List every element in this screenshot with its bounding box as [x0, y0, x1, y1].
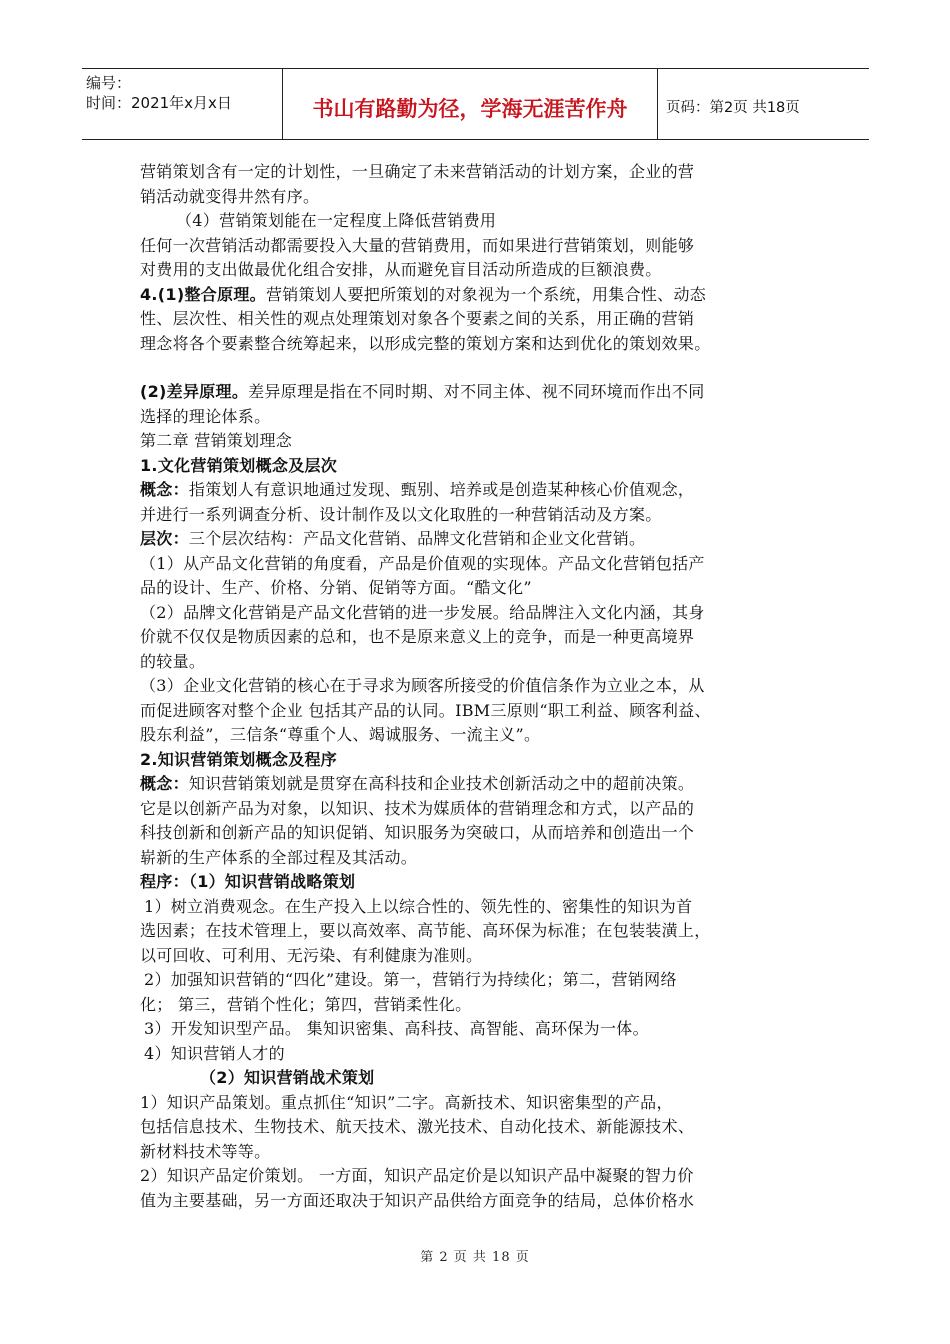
- section-heading: 2.知识营销策划概念及程序: [140, 749, 338, 769]
- body-line: 价就不仅仅是物质因素的总和，也不是原来意义上的竞争，而是一种更高境界: [140, 627, 695, 646]
- body-line: [140, 748, 825, 773]
- header-meta: [82, 69, 283, 139]
- body-line: 2）知识产品定价策划。 一方面，知识产品定价是以知识产品中凝聚的智力价: [140, 1166, 694, 1185]
- chapter-title: 第二章 营销策划理念: [140, 431, 293, 450]
- body-line: [140, 870, 825, 895]
- body-line: 科技创新和创新产品的知识促销、知识服务为突破口，从而培养和创造出一个: [140, 823, 695, 842]
- body-line: 4.(1)整合原理。营销策划人要把所策划的对象视为一个系统，用集合性、动态: [140, 284, 707, 304]
- body-line: 任何一次营销活动都需要投入大量的营销费用，而如果进行营销策划，则能够: [140, 235, 695, 255]
- body-line: [140, 1066, 825, 1091]
- body-line: 股东利益”，三信条“尊重个人、竭诚服务、一流主义”。: [140, 725, 541, 744]
- body-line: （1）从产品文化营销的角度看，产品是价值观的实现体。产品文化营销包括产: [140, 553, 705, 573]
- term-label: 概念：: [140, 480, 189, 499]
- body-line: 选择的理论体系。: [140, 406, 271, 426]
- body-line: 值为主要基础，另一方面还取决于知识产品供给方面竞争的结局，总体价格水: [140, 1190, 695, 1210]
- body-line: 它是以创新产品为对象，以知识、技术为媒质体的营销理念和方式，以产品的: [140, 798, 695, 818]
- document-number-label: 编号：: [86, 74, 132, 92]
- body-line: 并进行一系列调查分析、设计制作及以文化取胜的一种营销活动及方案。: [140, 504, 662, 524]
- section-heading: （2）知识营销战术策划: [200, 1068, 375, 1087]
- body-line: 营销策划含有一定的计划性，一旦确定了未来营销活动的计划方案，企业的营: [140, 162, 695, 181]
- body-line: 1）树立消费观念。在生产投入上以综合性的、领先性的、密集性的知识为首: [144, 896, 693, 916]
- document-body: [140, 160, 825, 1213]
- term-label: 概念：: [140, 774, 189, 793]
- body-line: 品的设计、生产、价格、分销、促销等方面。“酷文化”: [140, 578, 532, 597]
- body-line: 包括信息技术、生物技术、航天技术、激光技术、自动化技术、新能源技术、: [140, 1117, 695, 1136]
- body-line: 新材料技术等等。: [140, 1141, 271, 1161]
- body-line: （4）营销策划能在一定程度上降低营销费用: [176, 211, 497, 230]
- body-line: （2）品牌文化营销是产品文化营销的进一步发展。给品牌注入文化内涵，其身: [140, 602, 705, 622]
- body-line: 2）加强知识营销的“四化”建设。第一，营销行为持续化；第二，营销网络: [144, 970, 677, 989]
- page-footer: 第 2 页 共 18 页: [420, 1250, 530, 1265]
- body-line: (2)差异原理。差异原理是指在不同时期、对不同主体、视不同环境而作出不同: [140, 382, 705, 401]
- body-line: 概念：指策划人有意识地通过发现、甄别、培养或是创造某种核心价值观念，: [140, 480, 695, 499]
- body-line: 概念：知识营销策划就是贯穿在高科技和企业技术创新活动之中的超前决策。: [140, 774, 695, 793]
- term-label: 层次：: [140, 529, 189, 548]
- body-line: 性、层次性、相关性的观点处理策划对象各个要素之间的关系，用正确的营销: [140, 309, 695, 328]
- body-line: 选因素；在技术管理上，要以高效率、高节能、高环保为标准；在包装装潢上，: [140, 921, 711, 940]
- body-line: 崭新的生产体系的全部过程及其活动。: [140, 847, 418, 867]
- body-line: 1）知识产品策划。重点抓住“知识”二字。高新技术、知识密集型的产品，: [140, 1092, 673, 1112]
- section-heading: 1.文化营销策划概念及层次: [140, 455, 338, 475]
- header-motto: 书山有路勤为径，学海无涯苦作舟: [283, 69, 658, 139]
- body-line: [140, 454, 825, 479]
- body-line: 化； 第三，营销个性化；第四，营销柔性化。: [140, 994, 472, 1014]
- body-line: 销活动就变得井然有序。: [140, 186, 320, 206]
- section-heading: 4.(1)整合原理。: [140, 284, 266, 304]
- body-line: 对费用的支出做最优化组合安排，从而避免盲目活动所造成的巨额浪费。: [140, 260, 662, 279]
- section-heading: (2)差异原理。: [140, 382, 249, 401]
- body-line: 4）知识营销人才的: [144, 1043, 285, 1063]
- page-header: [82, 68, 869, 140]
- section-heading: 程序：（1）知识营销战略策划: [140, 872, 356, 891]
- body-line: 理念将各个要素整合统筹起来，以形成完整的策划方案和达到优化的策划效果。: [140, 333, 711, 353]
- body-line: （3）企业文化营销的核心在于寻求为顾客所接受的价值信条作为立业之本，从: [140, 676, 705, 695]
- body-line: 的较量。: [140, 651, 206, 671]
- header-page-info: 页码：第2页 共18页: [666, 99, 800, 116]
- document-date: 时间：2021年x月x日: [86, 94, 232, 112]
- body-line: 3）开发知识型产品。 集知识密集、高科技、高智能、高环保为一体。: [144, 1019, 649, 1038]
- body-line: 层次：三个层次结构：产品文化营销、品牌文化营销和企业文化营销。: [140, 529, 646, 548]
- body-line: 以可回收、可利用、无污染、有利健康为准则。: [140, 945, 483, 965]
- body-line: 而促进顾客对整个企业 包括其产品的认同。IBM三原则“职工利益、顾客利益、: [140, 700, 711, 720]
